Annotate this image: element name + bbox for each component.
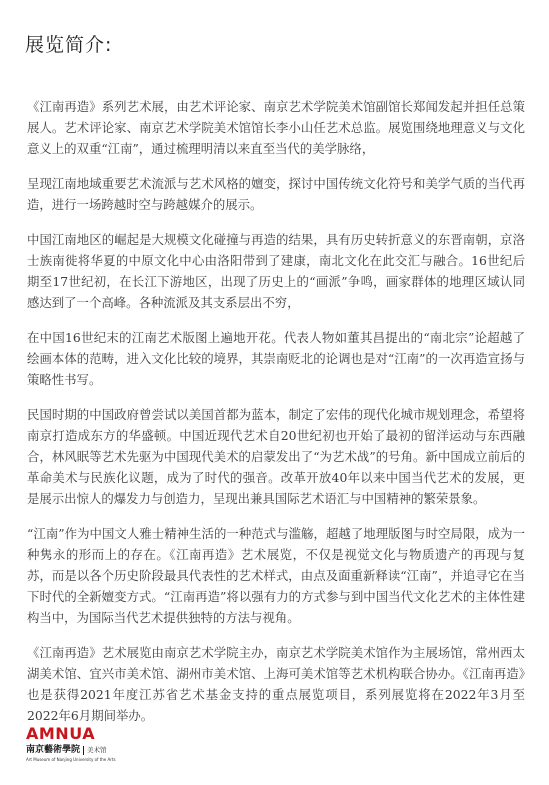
intro-body (27, 96, 525, 740)
page-title: 展览简介: (25, 34, 113, 56)
logo-wordmark: AMNUA (26, 724, 96, 743)
paragraph-6: “江南”作为中国文人雅士精神生活的一种范式与滥觞，超越了地理版图与时空局限，成为一种隽永的形而上的存在。《江南再造》艺术展览，不仅是视觉文化与物质遗产的再现与复苏，而是以各个历史阶段最具代表性的艺术样式，由点及面重新释读“江南”，并追寻它在当下时代的全新嬗变方式。“江南再造”将以强有力的方式参与到中国当代文化艺术的主体性建构当中，为国际当代艺术提供独特的方法与视角。 (27, 526, 525, 625)
logo-subtitle: 美术馆 (87, 746, 107, 754)
paragraph-7: 《江南再造》艺术展览由南京艺术学院主办，南京艺术学院美术馆作为主展场馆，常州西太湖美术馆、宜兴市美术馆、湖州市美术馆、上海可美术馆等艺术机构联合协办。《江南再造》也是获得2021年度江苏省艺术基金支持的重点展览项目，系列展览将在2022年3月至2022年6月期间举办。 (27, 645, 525, 723)
paragraph-2: 呈现江南地域重要艺术流派与艺术风格的嬗变，探讨中国传统文化符号和美学气质的当代再造，进行一场跨越时空与跨越媒介的展示。 (27, 176, 525, 212)
logo-divider (83, 746, 84, 755)
paragraph-1: 《江南再造》系列艺术展，由艺术评论家、南京艺术学院美术馆副馆长郑闻发起并担任总策展人。艺术评论家、南京艺术学院美术馆馆长李小山任艺术总监。展览围绕地理意义与文化意义上的双重“江南”，通过梳理明清以来直至当代的美学脉络， (27, 99, 525, 156)
paragraph-5: 民国时期的中国政府曾尝试以美国首都为蓝本，制定了宏伟的现代化城市规划理念，希望将南京打造成东方的华盛顿。中国近现代艺术自20世纪初也开始了最初的留洋运动与东西融合，林风眠等艺术先驱为中国现代美术的启蒙发出了“为艺术战”的号角。新中国成立前后的革命美术与民族化议题，成为了时代的强音。改革开放40年以来中国当代艺术的发展，更是展示出惊人的爆发力与创造力，呈现出兼具国际艺术语汇与中国精神的繁荣景象。 (27, 407, 525, 506)
paragraph-3: 中国江南地区的崛起是大规模文化碰撞与再造的结果，具有历史转折意义的东晋南朝，京洛士族南徙将华夏的中原文化中心由洛阳带到了建康，南北文化在此交汇与融合。16世纪后期至17世纪初，在长江下游地区，出现了历史上的“画派”争鸣，画家群体的地理区域认同感达到了一个高峰。各种流派及其支系层出不穷， (27, 232, 525, 310)
logo-english-name: Art Museum of Nanjing University of the Arts (26, 757, 116, 762)
logo-chinese-line (26, 744, 166, 756)
paragraph-4: 在中国16世纪末的江南艺术版图上遍地开花。代表人物如董其昌提出的“南北宗”论超越了绘画本体的范畴，进入文化比较的境界，其崇南贬北的论调也是对“江南”的一次再造宣扬与策略性书写。 (27, 330, 525, 387)
logo-chinese-name: 南京藝術學院 (26, 745, 81, 755)
amnua-logo (26, 725, 166, 770)
